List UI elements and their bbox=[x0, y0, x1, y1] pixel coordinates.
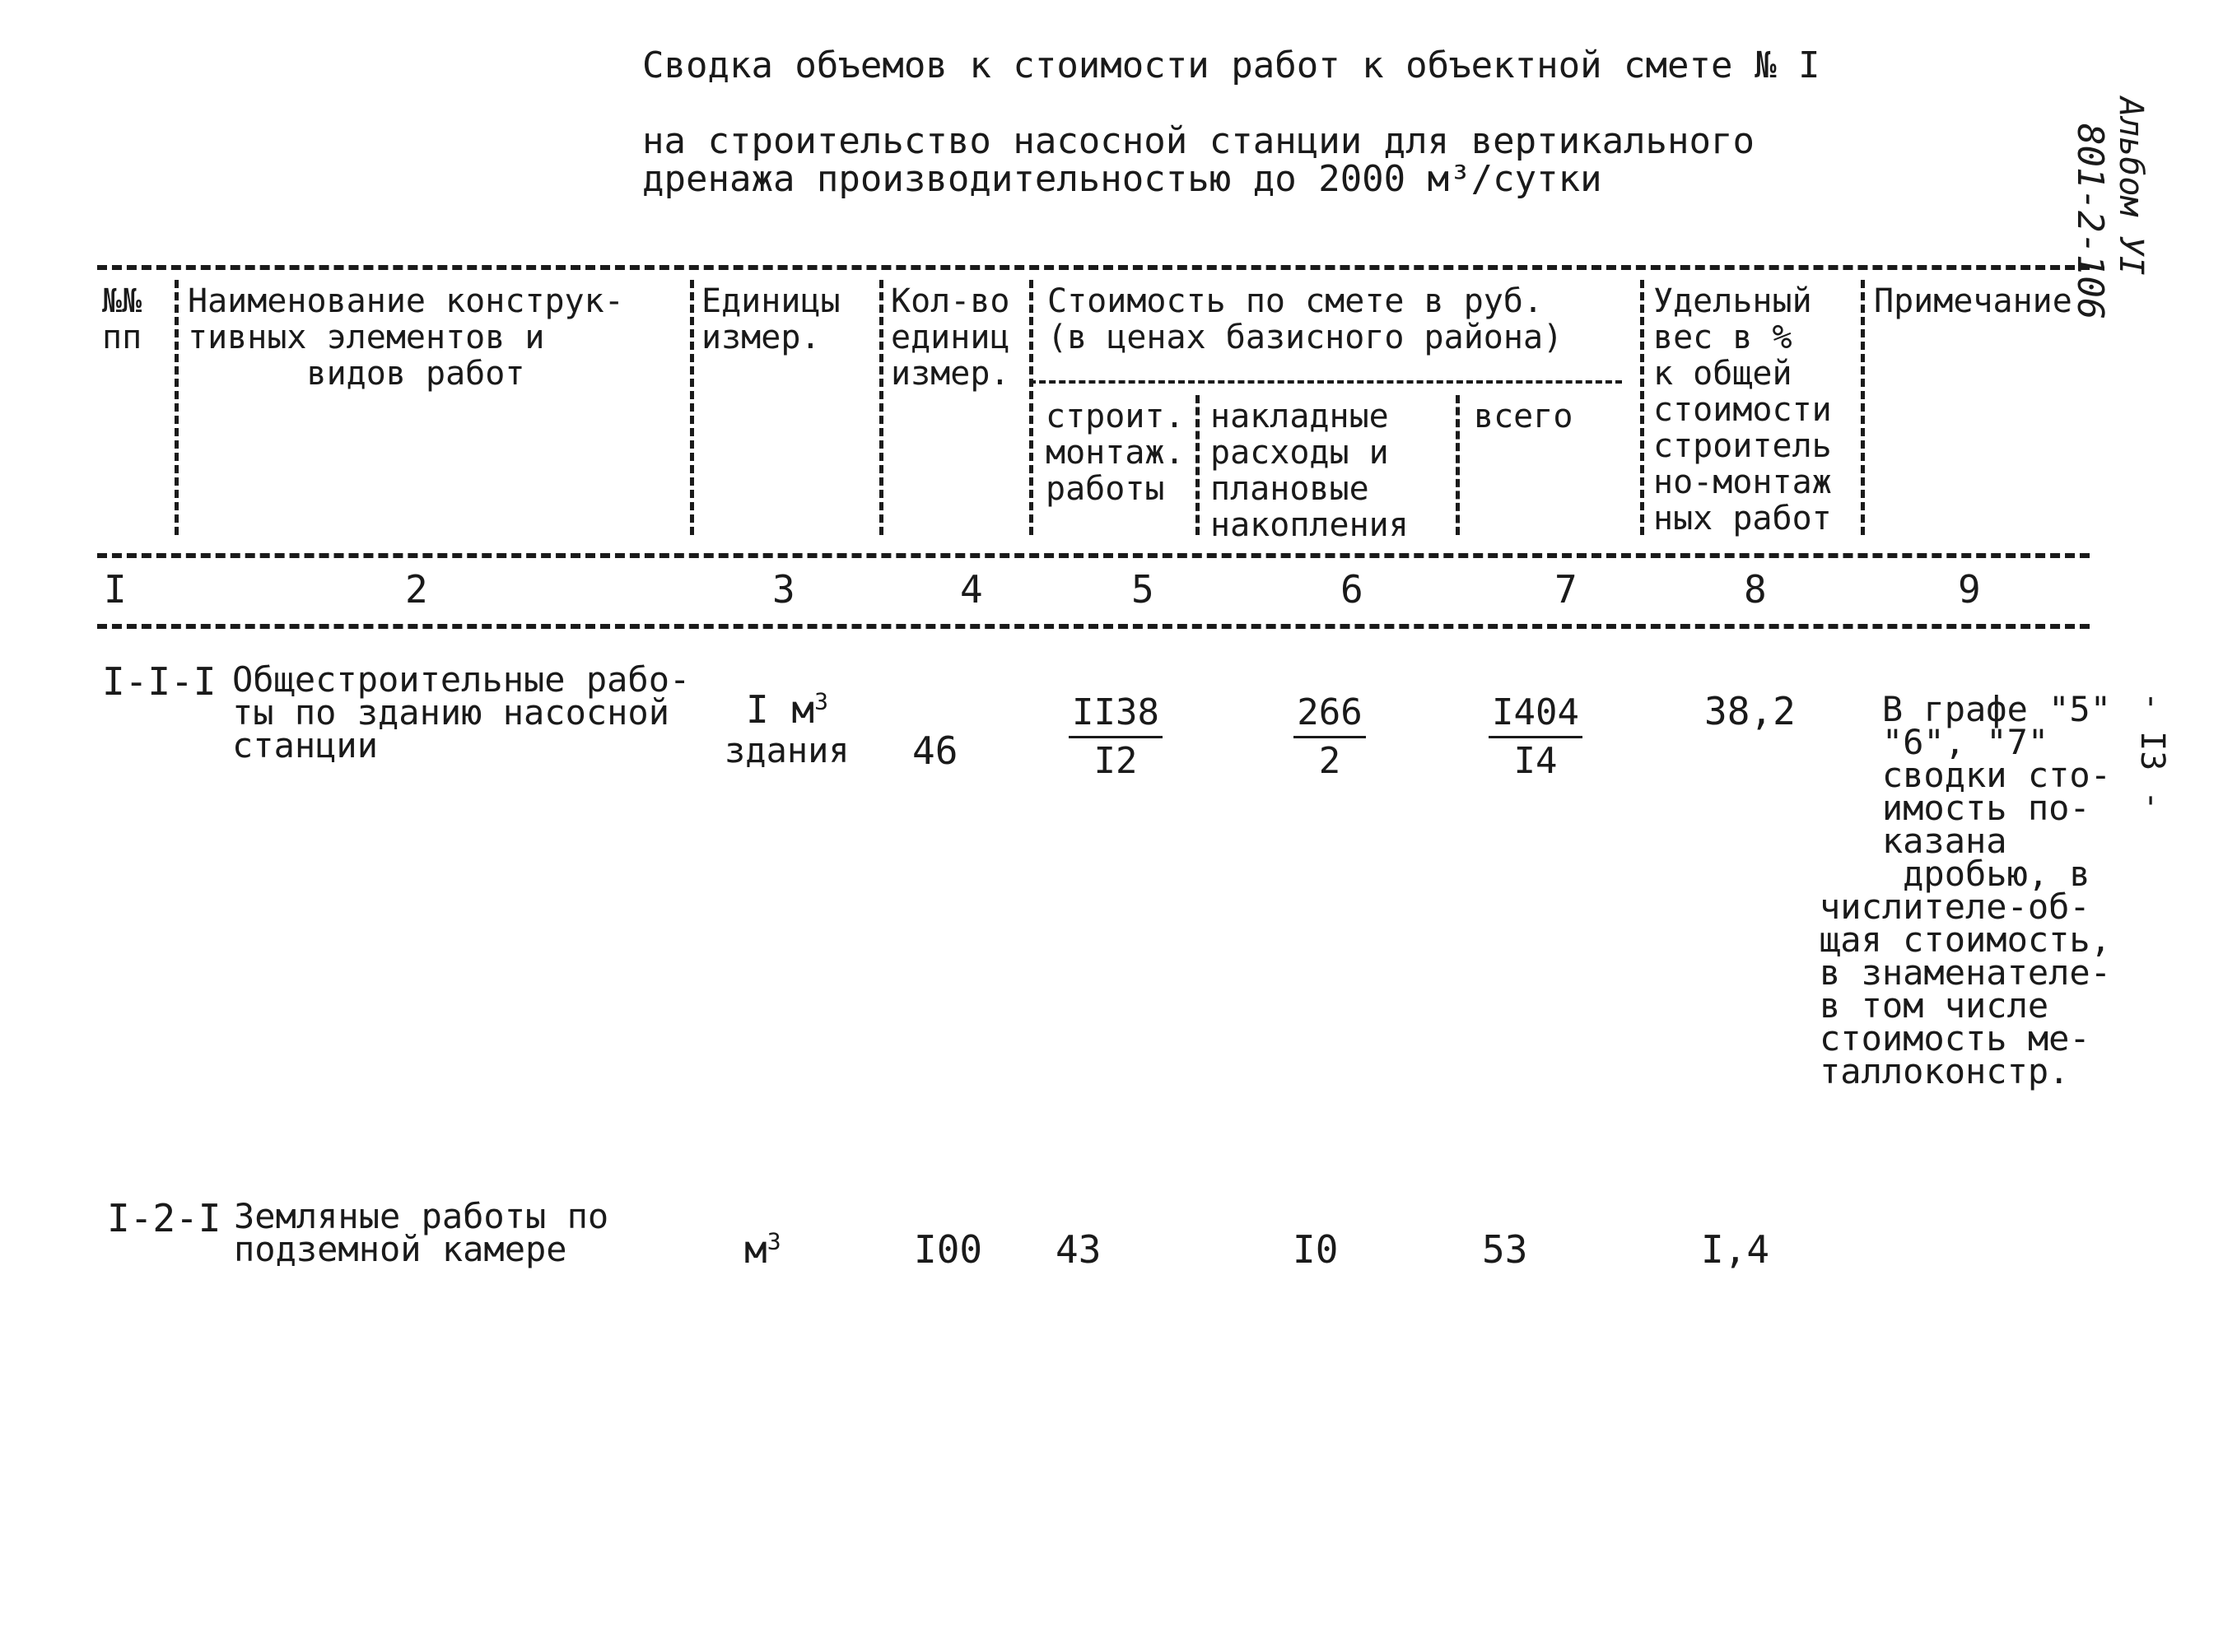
margin-album-label: Альбом УI bbox=[2112, 97, 2150, 276]
row-cost-total: 53 bbox=[1482, 1227, 1528, 1272]
colnum-5: 5 bbox=[1131, 567, 1154, 612]
cost-overhead-numerator: 266 bbox=[1293, 690, 1365, 738]
cost-group-rule bbox=[1029, 380, 1622, 384]
colnum-4: 4 bbox=[960, 567, 983, 612]
header-col9: Примечание bbox=[1874, 282, 2072, 320]
colnum-8: 8 bbox=[1744, 567, 1767, 612]
row-unit-sub: здания bbox=[725, 730, 850, 770]
header-col1: №№ пп bbox=[102, 282, 142, 356]
colnum-7: 7 bbox=[1554, 567, 1578, 612]
numbers-bottom-rule bbox=[97, 624, 2090, 629]
margin-page-number: - I3 - bbox=[2133, 691, 2171, 811]
colnum-3: 3 bbox=[772, 567, 795, 612]
row-name: Земляные работы по подземной камере bbox=[234, 1196, 609, 1269]
row-code: I-2-I bbox=[107, 1196, 221, 1240]
column-divider bbox=[1029, 280, 1033, 535]
row-qty: 46 bbox=[912, 728, 958, 773]
header-col2: Наименование конструк- тивных элементов и видов работ bbox=[188, 282, 624, 393]
cost-total-denominator: I4 bbox=[1513, 740, 1558, 782]
header-col8: Удельный вес в % к общей стоимости строитель но-монтаж ных работ bbox=[1653, 282, 1832, 537]
row-unit: $м^3$ bbox=[744, 1227, 781, 1272]
colnum-6: 6 bbox=[1340, 567, 1363, 612]
column-divider bbox=[1640, 280, 1644, 535]
header-col6: накладные расходы и плановые накопления bbox=[1210, 398, 1409, 544]
colnum-1: I bbox=[104, 567, 127, 612]
column-divider bbox=[1195, 395, 1200, 535]
row-cost-work: 43 bbox=[1056, 1227, 1102, 1272]
doc-subtitle-line2: дренажа производительностью до 2000 м³/сутки bbox=[642, 158, 1602, 200]
cost-overhead-fraction bbox=[1268, 690, 1391, 784]
cost-work-denominator: I2 bbox=[1093, 740, 1138, 782]
row-share: 38,2 bbox=[1704, 689, 1796, 733]
row-note: В графе "5" "6", "7" сводки сто- имость по- казана дробью, в числителе-об- щая стоимость, в знаменателе- в том числе стоимость ме- таллоконстр. bbox=[1820, 689, 2112, 1091]
column-divider bbox=[1861, 280, 1865, 535]
row-share: I,4 bbox=[1701, 1227, 1770, 1272]
doc-subtitle-line1: на строительство насосной станции для вертикального bbox=[642, 120, 1755, 162]
row-cost-overhead: I0 bbox=[1293, 1227, 1339, 1272]
header-cost-group: Стоимость по смете в руб. (в ценах базисного района) bbox=[1047, 282, 1564, 356]
column-divider bbox=[1456, 395, 1460, 535]
row-unit: I $м^3$ bbox=[746, 687, 828, 732]
header-col4: Кол-во единиц измер. bbox=[891, 282, 1010, 393]
cost-overhead-denominator: 2 bbox=[1318, 740, 1341, 782]
colnum-9: 9 bbox=[1958, 567, 1981, 612]
colnum-2: 2 bbox=[405, 567, 428, 612]
row-qty: I00 bbox=[914, 1227, 983, 1272]
header-col7: всего bbox=[1474, 398, 1573, 435]
cost-total-fraction bbox=[1466, 690, 1606, 784]
cost-work-numerator: II38 bbox=[1069, 690, 1163, 738]
header-col5: строит. монтаж. работы bbox=[1046, 398, 1185, 508]
row-code: I-I-I bbox=[102, 659, 217, 704]
header-bottom-rule bbox=[97, 553, 2090, 558]
table-top-rule bbox=[97, 265, 2090, 270]
column-divider bbox=[175, 280, 179, 535]
column-divider bbox=[879, 280, 883, 535]
column-divider bbox=[690, 280, 694, 535]
cost-work-fraction bbox=[1046, 690, 1186, 784]
cost-total-numerator: I404 bbox=[1489, 690, 1582, 738]
doc-title: Сводка объемов к стоимости работ к объектной смете № I bbox=[642, 44, 1820, 86]
header-col3: Единицы измер. bbox=[701, 282, 841, 356]
margin-doc-code: 801-2-106 bbox=[2069, 123, 2111, 320]
row-name: Общестроительные рабо- ты по зданию насосной станции bbox=[232, 659, 691, 766]
